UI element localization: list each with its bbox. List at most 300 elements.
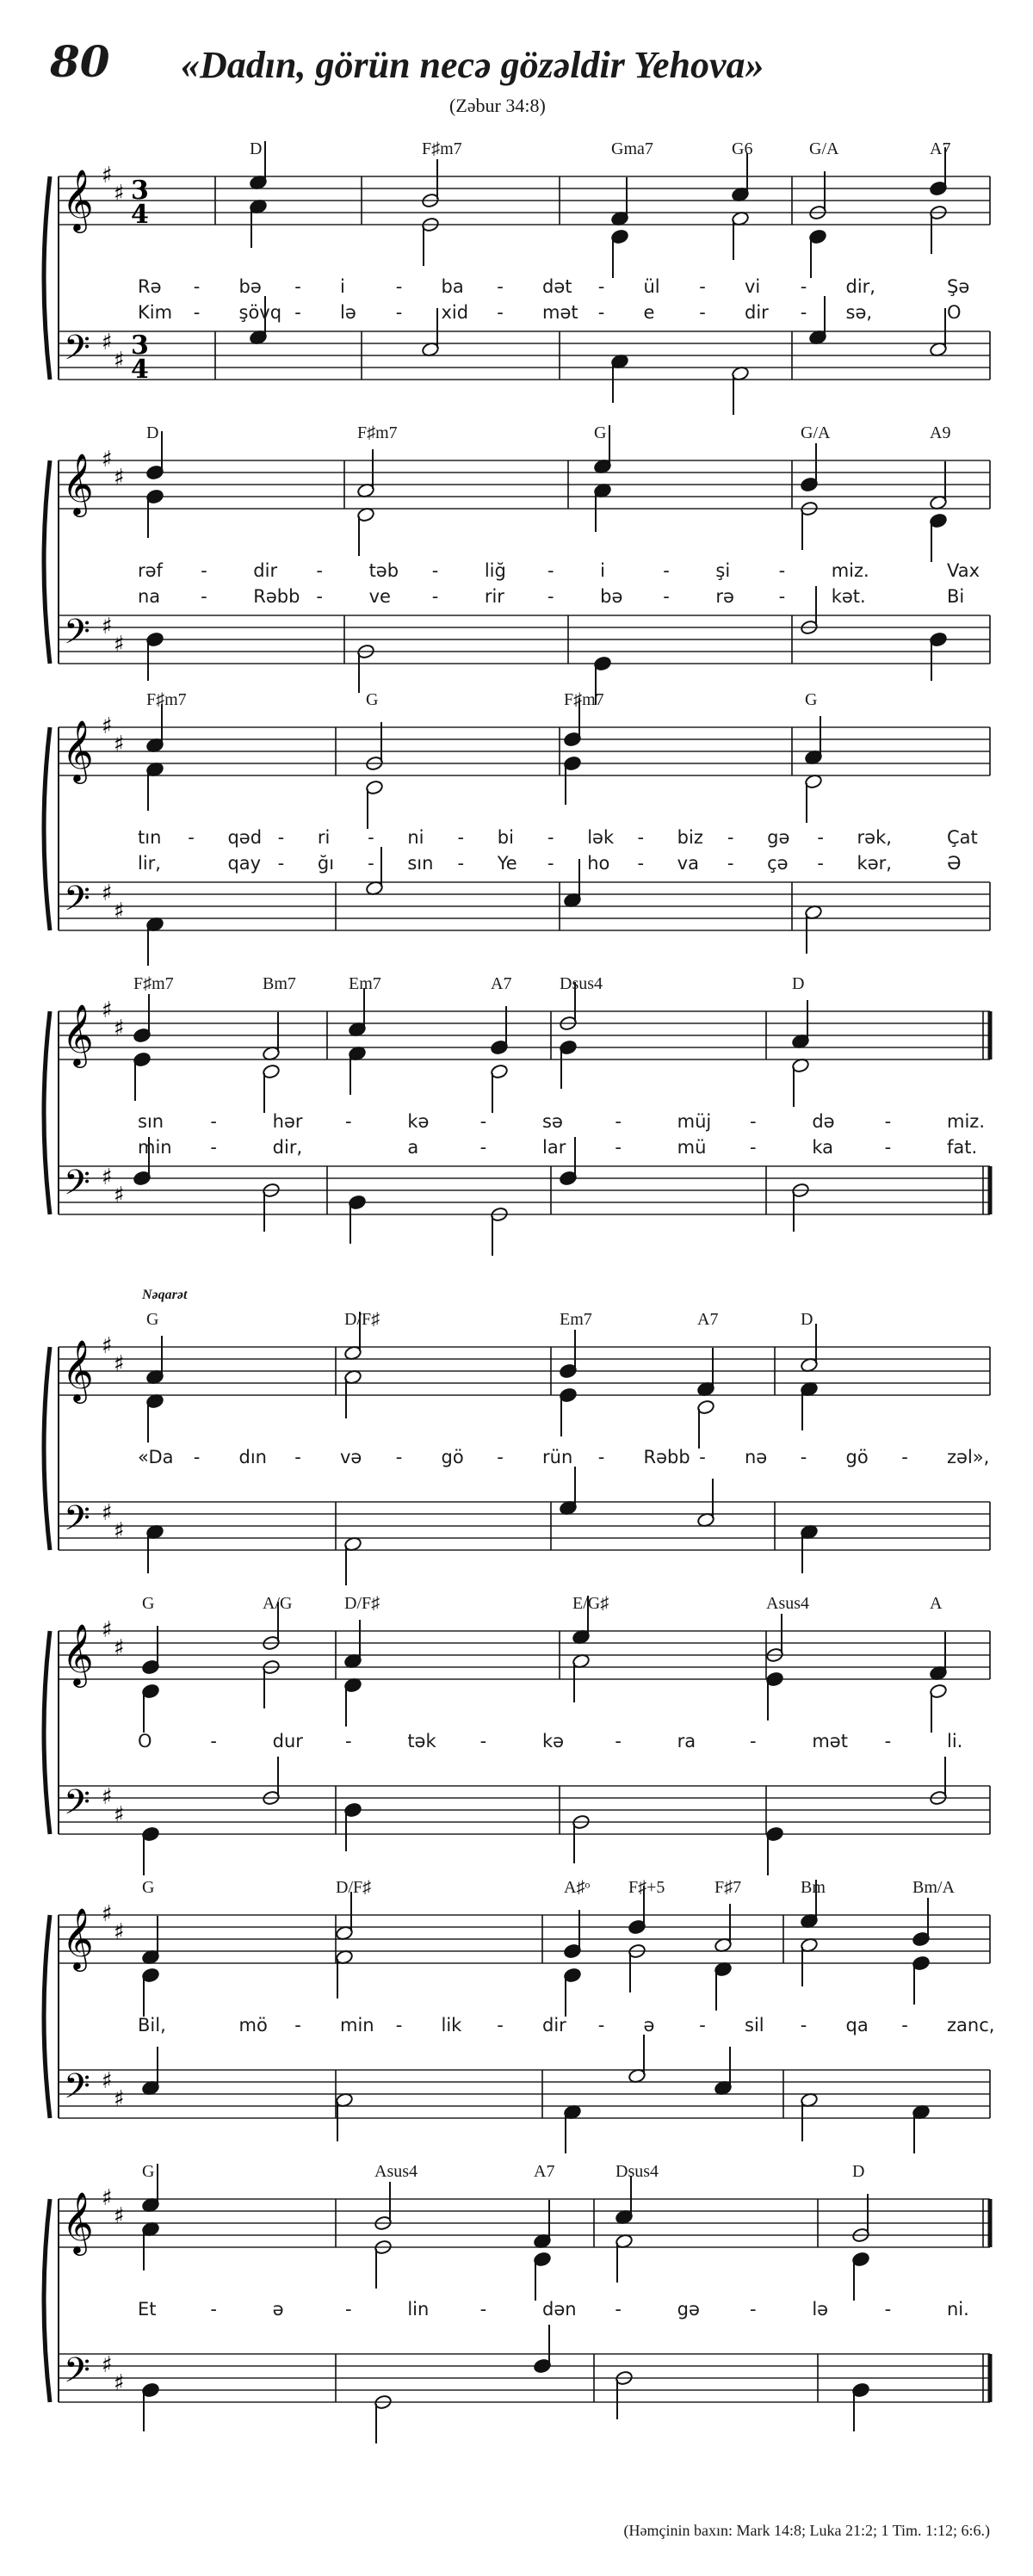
lyric-syllable: li. (947, 1731, 963, 1751)
note (714, 1904, 732, 1953)
treble-clef-icon: 𝄞 (62, 168, 94, 231)
lyric-syllable: dir, (272, 1137, 303, 1158)
lyric-hyphen: - (727, 853, 734, 874)
music-system (0, 413, 1033, 723)
lyric-syllable: va (677, 853, 699, 874)
lyric-hyphen: - (193, 1447, 201, 1467)
bass-clef-icon: 𝄢 (64, 612, 90, 660)
note (929, 1632, 947, 1681)
lyric-syllable: gə (767, 827, 790, 848)
lyric-hyphen: - (497, 276, 504, 297)
lyric-syllable: mö (238, 2015, 268, 2035)
note (765, 1671, 783, 1720)
lyric-hyphen: - (597, 2015, 605, 2035)
brace (44, 176, 50, 380)
note (808, 229, 826, 278)
lyric-syllable: Rəbb (643, 1447, 690, 1467)
song-title: «Dadın, görün necə gözəldir Yehova» (181, 44, 764, 86)
lyric-syllable: ni (407, 827, 424, 848)
note (851, 2382, 869, 2431)
time-signature-top: 3 (131, 330, 149, 361)
bass-clef-icon: 𝄢 (64, 2066, 90, 2115)
sharp-icon: ♯ (102, 330, 113, 355)
lyric-hyphen: - (699, 2015, 706, 2035)
note (145, 632, 164, 681)
lyric-hyphen: - (637, 853, 645, 874)
note (696, 1479, 714, 1528)
lyric-hyphen: - (368, 827, 374, 848)
lyric-hyphen: - (395, 1447, 403, 1467)
lyric-syllable: Çat (947, 827, 978, 848)
lyric-hyphen: - (615, 1731, 622, 1751)
chord-symbol: A7 (491, 974, 512, 993)
lyric-syllable: dın (238, 1447, 267, 1467)
note (133, 1052, 151, 1101)
lyric-hyphen: - (479, 2299, 487, 2320)
note (714, 2047, 732, 2096)
lyric-syllable: ka (812, 1137, 833, 1158)
chord-symbol: F♯m7 (564, 690, 604, 709)
lyric-hyphen: - (884, 2299, 892, 2320)
brace (44, 1631, 50, 1834)
footer-references: (Həmçinin baxın: Mark 14:8; Luka 21:2; 1 Tim. 1:12; 6:6.) (623, 2522, 990, 2539)
note (912, 2104, 930, 2153)
note (929, 308, 947, 357)
bass-clef-icon: 𝄢 (64, 1782, 90, 1831)
lyric-hyphen: - (277, 853, 285, 874)
note (262, 1012, 280, 1061)
lyric-syllable: mət (812, 1731, 848, 1751)
chord-symbol: Bm/A (912, 1878, 955, 1897)
note (490, 1006, 508, 1055)
lyric-syllable: fat. (947, 1137, 978, 1158)
chord-symbol: G/A (809, 139, 839, 158)
chord-symbol: D/F♯ (344, 1310, 380, 1329)
lyric-syllable: bə (600, 586, 623, 607)
music-system (0, 1288, 1033, 1609)
note (533, 2325, 551, 2374)
brace (44, 1915, 50, 2118)
note (610, 354, 628, 403)
note (348, 988, 366, 1037)
lyric-syllable: bə (238, 276, 262, 297)
lyric-syllable: gö (441, 1447, 464, 1467)
sharp-icon: ♯ (114, 465, 125, 491)
chord-symbol: G (366, 690, 379, 709)
sharp-icon: ♯ (114, 1518, 125, 1544)
bass-clef-icon: 𝄢 (64, 879, 90, 927)
brace (44, 1347, 50, 1550)
sharp-icon: ♯ (102, 880, 113, 906)
lyric-hyphen: - (750, 2299, 757, 2320)
lyric-syllable: ğı (317, 853, 335, 874)
sharp-icon: ♯ (102, 447, 113, 473)
note (912, 1955, 930, 2005)
lyric-hyphen: - (663, 560, 670, 581)
lyric-syllable: təb (368, 560, 399, 581)
time-signature-top: 3 (131, 176, 149, 206)
note (800, 1937, 818, 1986)
lyric-syllable: min (138, 1137, 172, 1158)
chord-symbol: A (930, 1594, 943, 1613)
chord-symbol: A/G (263, 1594, 293, 1613)
lyric-syllable: tın (138, 827, 162, 848)
lyric-syllable: lir, (138, 853, 161, 874)
lyric-syllable: min (340, 2015, 374, 2035)
lyric-hyphen: - (884, 1731, 892, 1751)
brace (44, 2199, 50, 2402)
note (929, 513, 947, 562)
chord-symbol: A9 (930, 423, 951, 442)
chord-symbol: D (801, 1310, 813, 1329)
chord-symbol: F♯7 (714, 1878, 742, 1897)
note (145, 704, 164, 753)
note (791, 1000, 809, 1049)
note (791, 1058, 809, 1107)
note (141, 1968, 159, 2017)
note (365, 780, 383, 829)
sharp-icon: ♯ (114, 1351, 125, 1377)
note (800, 1524, 818, 1573)
chord-symbol: A7 (697, 1310, 719, 1329)
treble-clef-icon: 𝄞 (62, 1338, 94, 1401)
lyric-hyphen: - (663, 586, 670, 607)
note (929, 461, 947, 510)
music-system (0, 680, 1033, 990)
lyric-syllable: ho (587, 853, 610, 874)
lyric-syllable: biz (677, 827, 703, 848)
treble-clef-icon: 𝄞 (62, 1622, 94, 1685)
bass-clef-icon: 𝄢 (64, 1163, 90, 1211)
time-signature-bottom: 4 (131, 200, 149, 230)
lyric-syllable: kə (407, 1111, 430, 1132)
note (145, 1393, 164, 1442)
lyric-syllable: liğ (484, 560, 506, 581)
sharp-icon: ♯ (102, 1500, 113, 1526)
lyric-hyphen: - (637, 827, 645, 848)
note (610, 229, 628, 278)
lyric-syllable: hər (272, 1111, 303, 1132)
note (559, 1387, 577, 1436)
lyric-syllable: rək, (857, 827, 892, 848)
note (343, 1536, 362, 1585)
note (804, 716, 822, 765)
lyric-syllable: qa (845, 2015, 869, 2035)
lyric-hyphen: - (431, 586, 439, 607)
lyric-hyphen: - (316, 586, 323, 607)
lyric-hyphen: - (345, 1111, 352, 1132)
lyric-hyphen: - (800, 276, 807, 297)
note (348, 1046, 366, 1095)
lyric-hyphen: - (210, 1731, 217, 1751)
chord-symbol: G (594, 423, 607, 442)
lyric-hyphen: - (901, 1447, 908, 1467)
sharp-icon: ♯ (102, 1333, 113, 1359)
lyric-hyphen: - (597, 276, 605, 297)
lyric-hyphen: - (597, 302, 605, 323)
lyric-syllable: sın (138, 1111, 164, 1132)
lyric-hyphen: - (750, 1137, 757, 1158)
sharp-icon: ♯ (114, 1635, 125, 1661)
lyric-syllable: O (947, 302, 962, 323)
scripture-reference: (Zəbur 34:8) (449, 95, 546, 116)
lyric-syllable: ra (677, 1731, 696, 1751)
note (141, 2221, 159, 2270)
lyric-hyphen: - (615, 1137, 622, 1158)
section-label: Nəqarət (142, 1288, 188, 1302)
note (559, 1330, 577, 1379)
sharp-icon: ♯ (114, 2203, 125, 2229)
chord-symbol: G (142, 2162, 155, 2181)
lyric-hyphen: - (778, 560, 786, 581)
sharp-icon: ♯ (102, 2068, 113, 2094)
sharp-icon: ♯ (102, 2352, 113, 2378)
sharp-icon: ♯ (102, 2185, 113, 2211)
sharp-icon: ♯ (102, 713, 113, 739)
lyric-syllable: dur (272, 1731, 303, 1751)
lyric-hyphen: - (901, 2015, 908, 2035)
note (731, 366, 749, 415)
lyric-syllable: lar (542, 1137, 566, 1158)
lyric-syllable: dir (542, 2015, 566, 2035)
note (141, 1916, 159, 1965)
lyric-hyphen: - (479, 1111, 487, 1132)
chord-symbol: Asus4 (766, 1594, 810, 1613)
lyric-hyphen: - (800, 302, 807, 323)
note (145, 917, 164, 966)
lyric-syllable: rir (484, 586, 504, 607)
note (800, 1381, 818, 1430)
note (563, 1968, 581, 2017)
lyric-hyphen: - (817, 853, 824, 874)
chord-symbol: G (142, 1594, 155, 1613)
lyric-hyphen: - (778, 586, 786, 607)
chord-symbol: E/G♯ (572, 1594, 609, 1613)
note (559, 1040, 577, 1089)
lyric-syllable: «Da (138, 1447, 174, 1467)
lyric-hyphen: - (615, 1111, 622, 1132)
note (563, 756, 581, 805)
lyric-syllable: lik (441, 2015, 462, 2035)
note (141, 2382, 159, 2431)
lyric-hyphen: - (547, 560, 554, 581)
music-system (0, 964, 1033, 1274)
lyric-hyphen: - (395, 2015, 403, 2035)
chord-symbol: A7 (534, 2162, 555, 2181)
lyric-syllable: kər, (857, 853, 892, 874)
note (141, 1683, 159, 1733)
lyric-syllable: sə, (845, 302, 873, 323)
note (559, 1467, 577, 1516)
lyric-syllable: ri (317, 827, 331, 848)
time-signature-bottom: 4 (131, 355, 149, 385)
note (335, 1949, 353, 1998)
lyric-syllable: zanc, (947, 2015, 995, 2035)
treble-clef-icon: 𝄞 (62, 1906, 94, 1969)
treble-clef-icon: 𝄞 (62, 2190, 94, 2253)
chord-symbol: F♯+5 (628, 1878, 665, 1897)
lyric-syllable: rə (715, 586, 734, 607)
note (343, 1677, 362, 1727)
lyric-hyphen: - (750, 1731, 757, 1751)
lyric-syllable: Şə (947, 276, 970, 297)
lyric-syllable: e (643, 302, 655, 323)
lyric-syllable: lək (587, 827, 615, 848)
note (808, 296, 826, 345)
lyric-hyphen: - (193, 302, 201, 323)
sharp-icon: ♯ (102, 614, 113, 639)
note (262, 1064, 280, 1113)
sharp-icon: ♯ (114, 181, 125, 207)
lyric-syllable: a (407, 1137, 419, 1158)
bass-clef-icon: 𝄢 (64, 328, 90, 376)
lyric-syllable: lə (812, 2299, 829, 2320)
sharp-icon: ♯ (102, 1617, 113, 1643)
note (851, 2252, 869, 2301)
chord-symbol: G (142, 1878, 155, 1897)
chord-symbol: D (792, 974, 805, 993)
note (593, 483, 611, 532)
lyric-syllable: dət (542, 276, 572, 297)
lyric-hyphen: - (615, 2299, 622, 2320)
lyric-hyphen: - (800, 2015, 807, 2035)
lyric-syllable: nə (745, 1447, 768, 1467)
lyric-hyphen: - (294, 1447, 301, 1467)
chord-symbol: D (146, 423, 159, 442)
sharp-icon: ♯ (102, 163, 113, 188)
lyric-syllable: rün (542, 1447, 573, 1467)
note (335, 2092, 353, 2141)
bass-clef-icon: 𝄢 (64, 1498, 90, 1547)
lyric-hyphen: - (479, 1731, 487, 1751)
note (563, 2104, 581, 2153)
sharp-icon: ♯ (114, 1016, 125, 1041)
note (731, 153, 749, 202)
lyric-syllable: sın (407, 853, 434, 874)
lyric-hyphen: - (547, 853, 554, 874)
lyric-syllable: Rə (138, 276, 162, 297)
note (249, 199, 267, 248)
brace (44, 1011, 50, 1214)
lyric-syllable: çə (767, 853, 789, 874)
chord-symbol: Dsus4 (560, 974, 603, 993)
brace (44, 460, 50, 664)
music-system (0, 1584, 1033, 1893)
note (800, 443, 818, 492)
lyric-hyphen: - (497, 1447, 504, 1467)
lyric-syllable: Bil, (138, 2015, 166, 2035)
note (490, 1064, 508, 1113)
music-system (0, 129, 1033, 439)
lyric-hyphen: - (431, 560, 439, 581)
lyric-hyphen: - (294, 276, 301, 297)
note (731, 211, 749, 260)
chord-symbol: D/F♯ (336, 1878, 372, 1897)
chord-symbol: G (146, 1310, 159, 1329)
lyric-hyphen: - (201, 586, 207, 607)
song-number: 80 (50, 36, 110, 87)
lyric-syllable: lə (340, 302, 356, 323)
music-system (0, 1868, 1033, 2178)
lyric-hyphen: - (597, 1447, 605, 1467)
treble-clef-icon: 𝄞 (62, 452, 94, 515)
lyric-syllable: i (340, 276, 345, 297)
note (335, 1892, 353, 1941)
lyric-syllable: dir (745, 302, 769, 323)
note (804, 905, 822, 954)
chord-symbol: D (852, 2162, 865, 2181)
lyric-hyphen: - (188, 827, 195, 848)
lyric-syllable: tək (407, 1731, 436, 1751)
note (356, 449, 374, 498)
lyric-syllable: Et (138, 2299, 157, 2320)
sharp-icon: ♯ (114, 899, 125, 924)
lyric-syllable: qəd (227, 827, 263, 848)
chord-symbol: Em7 (349, 974, 381, 993)
lyric-syllable: miz. (947, 1111, 985, 1132)
note (800, 2092, 818, 2141)
chord-symbol: F♯m7 (422, 139, 462, 158)
sharp-icon: ♯ (102, 1784, 113, 1810)
lyric-syllable: sə (542, 1111, 563, 1132)
lyric-syllable: kət. (831, 586, 866, 607)
chord-symbol: Em7 (560, 1310, 592, 1329)
note (628, 2035, 646, 2084)
lyric-syllable: Bi (947, 586, 965, 607)
lyric-syllable: gə (677, 2299, 700, 2320)
sharp-icon: ♯ (114, 2086, 125, 2112)
note (610, 177, 628, 226)
note (343, 1802, 362, 1851)
chord-symbol: D (250, 139, 263, 158)
lyric-hyphen: - (817, 827, 824, 848)
lyric-hyphen: - (699, 276, 706, 297)
chord-symbol: F♯m7 (357, 423, 398, 442)
note (563, 1910, 581, 1959)
sharp-icon: ♯ (102, 1164, 113, 1190)
treble-clef-icon: 𝄞 (62, 1003, 94, 1066)
lyric-syllable: Vax (947, 560, 980, 581)
lyric-syllable: qay (227, 853, 262, 874)
note (145, 1524, 164, 1573)
lyric-hyphen: - (345, 2299, 352, 2320)
chord-symbol: Asus4 (374, 2162, 418, 2181)
note (696, 1399, 714, 1449)
chord-symbol: Bm (801, 1878, 826, 1897)
chord-symbol: F♯m7 (133, 974, 174, 993)
sharp-icon: ♯ (102, 1901, 113, 1927)
lyric-hyphen: - (210, 2299, 217, 2320)
bass-clef-icon: 𝄢 (64, 2351, 90, 2399)
chord-symbol: D/F♯ (344, 1594, 380, 1613)
lyric-hyphen: - (210, 1111, 217, 1132)
lyric-syllable: ve (368, 586, 391, 607)
note (343, 1620, 362, 1669)
lyric-syllable: dir (253, 560, 278, 581)
lyric-syllable: Ə (947, 853, 962, 874)
lyric-hyphen: - (457, 853, 465, 874)
note (348, 1195, 366, 1244)
lyric-syllable: zəl», (947, 1447, 990, 1467)
lyric-syllable: Kim (138, 302, 173, 323)
lyric-syllable: sil (745, 2015, 764, 2035)
lyric-syllable: və (340, 1447, 362, 1467)
note (145, 489, 164, 538)
chord-symbol: G/A (801, 423, 831, 442)
sharp-icon: ♯ (114, 1183, 125, 1208)
note (696, 1348, 714, 1397)
lyric-hyphen: - (884, 1111, 892, 1132)
